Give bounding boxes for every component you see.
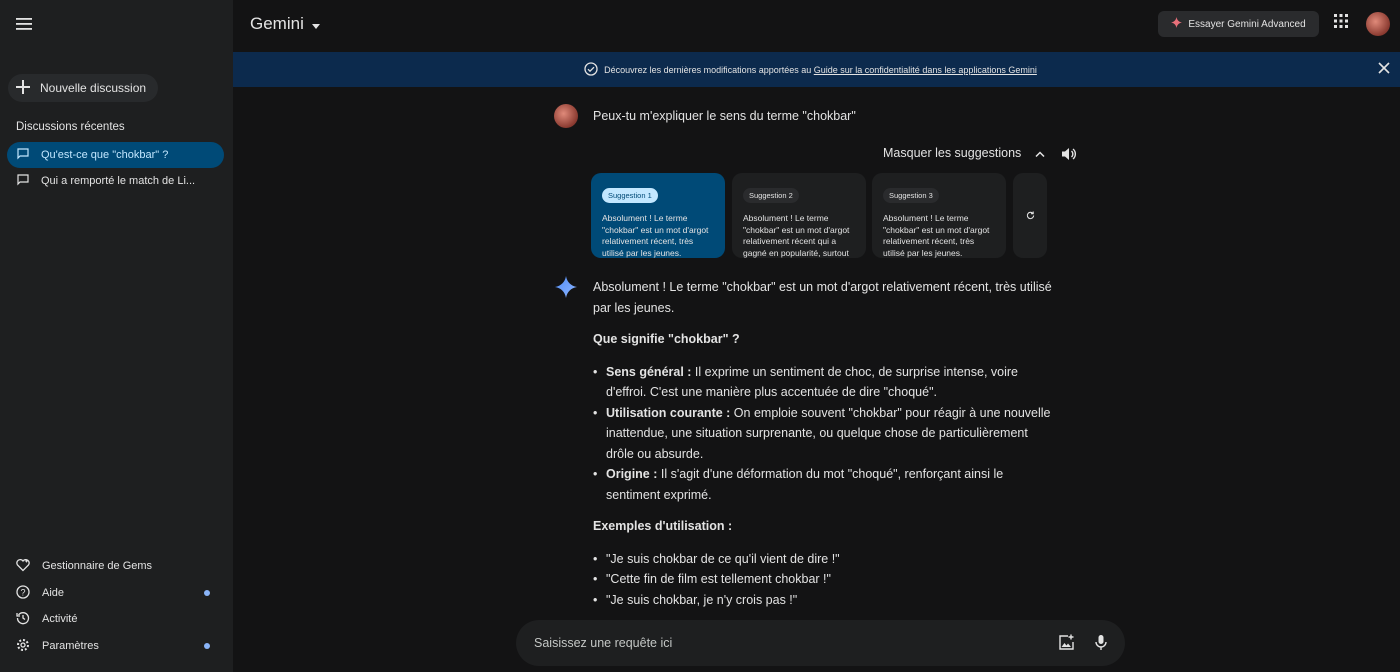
suggestion-text: Absolument ! Le terme "chokbar" est un mot d'argot relativement récent, très utilisé par les jeunes. bbox=[602, 213, 709, 258]
microphone-icon[interactable] bbox=[1093, 634, 1111, 652]
sparkle-icon bbox=[1171, 17, 1182, 31]
settings-icon bbox=[16, 638, 30, 655]
regenerate-button[interactable] bbox=[1013, 173, 1047, 258]
conversation-label: Qui a remporté le match de Li... bbox=[41, 175, 196, 187]
sidebar-item-gems[interactable] bbox=[16, 556, 216, 576]
gems-icon bbox=[16, 558, 30, 575]
user-message: Peux-tu m'expliquer le sens du terme "chokbar" bbox=[593, 109, 856, 123]
suggestion-text: Absolument ! Le terme "chokbar" est un mot d'argot relativement récent, très utilisé par les jeunes. bbox=[883, 213, 990, 258]
caret-down-icon bbox=[312, 14, 320, 34]
sidebar-item-help[interactable] bbox=[16, 583, 216, 603]
sidebar bbox=[0, 0, 233, 672]
list-item: • "Je suis chokbar de ce qu'il vient de dire !" bbox=[593, 549, 1053, 570]
chevron-up-icon bbox=[1035, 146, 1045, 160]
response-intro: Absolument ! Le terme "chokbar" est un mot d'argot relativement récent, très utilisé par les jeunes. bbox=[593, 280, 1052, 315]
suggestion-chip: Suggestion 3 bbox=[883, 188, 939, 203]
assistant-response bbox=[593, 277, 1053, 621]
menu-icon[interactable] bbox=[12, 12, 36, 36]
suggestion-text: Absolument ! Le terme "chokbar" est un mot d'argot relativement récent qui a gagné en popularité, surtout bbox=[743, 213, 850, 258]
history-icon bbox=[16, 611, 30, 628]
add-image-icon[interactable] bbox=[1058, 634, 1076, 652]
list-item: • "Je suis chokbar, je n'y crois pas !" bbox=[593, 590, 1053, 611]
try-advanced-button[interactable] bbox=[1158, 11, 1319, 37]
list-item: • Utilisation courante : On emploie souvent "chokbar" pour réagir à une nouvelle inattendue, une situation surprenante, ou quelque chose de particulièrement drôle ou absurde. bbox=[593, 403, 1053, 465]
sidebar-item-label: Gestionnaire de Gems bbox=[42, 560, 153, 572]
prompt-input[interactable] bbox=[534, 633, 1014, 653]
notification-dot bbox=[204, 643, 210, 649]
model-selector[interactable] bbox=[250, 14, 320, 34]
suggestion-card[interactable] bbox=[591, 173, 725, 258]
chat-bubble-icon bbox=[17, 174, 29, 189]
app-title: Gemini bbox=[250, 14, 304, 33]
conversation-item[interactable] bbox=[7, 142, 224, 168]
user-avatar bbox=[554, 104, 578, 128]
suggestion-card[interactable] bbox=[872, 173, 1006, 258]
prompt-bar bbox=[516, 620, 1125, 666]
response-heading: Exemples d'utilisation : bbox=[593, 519, 733, 533]
conversation-label: Qu'est-ce que "chokbar" ? bbox=[41, 149, 169, 161]
sidebar-item-label: Activité bbox=[42, 613, 78, 625]
banner-text: Découvrez les dernières modifications apportées au Guide sur la confidentialité dans les applications Gemini bbox=[604, 64, 1037, 75]
sidebar-item-activity[interactable] bbox=[16, 609, 216, 629]
list-item: • Sens général : Il exprime un sentiment de choc, de surprise intense, voire d'effroi. C'est une manière plus accentuée de dire "choqué". bbox=[593, 362, 1053, 403]
response-heading: Que signifie "chokbar" ? bbox=[593, 332, 740, 346]
suggestion-chip: Suggestion 2 bbox=[743, 188, 799, 203]
sidebar-item-label: Aide bbox=[42, 587, 65, 599]
privacy-banner bbox=[233, 52, 1400, 87]
conversation-item[interactable] bbox=[7, 168, 224, 194]
try-advanced-label: Essayer Gemini Advanced bbox=[1188, 18, 1306, 30]
apps-grid-icon[interactable] bbox=[1334, 14, 1352, 32]
new-chat-button[interactable] bbox=[8, 74, 158, 102]
gemini-sparkle-icon bbox=[555, 276, 577, 298]
list-item: • "Cette fin de film est tellement chokbar !" bbox=[593, 569, 1053, 590]
close-icon[interactable] bbox=[1378, 62, 1392, 76]
examples-list bbox=[593, 549, 1053, 611]
suggestion-chip: Suggestion 1 bbox=[602, 188, 658, 203]
account-avatar[interactable] bbox=[1366, 12, 1390, 36]
privacy-guide-link[interactable]: Guide sur la confidentialité dans les applications Gemini bbox=[813, 64, 1037, 75]
recent-chats-heading: Discussions récentes bbox=[16, 121, 125, 133]
new-chat-label: Nouvelle discussion bbox=[40, 81, 147, 95]
help-icon bbox=[16, 585, 30, 602]
chat-bubble-icon bbox=[17, 148, 29, 163]
speaker-icon[interactable] bbox=[1061, 146, 1079, 164]
response-list bbox=[593, 362, 1053, 506]
list-item: • Origine : Il s'agit d'une déformation du mot "choqué", renforçant ainsi le sentiment exprimé. bbox=[593, 464, 1053, 505]
plus-icon bbox=[16, 80, 30, 97]
hide-suggestions-button[interactable] bbox=[883, 146, 1045, 160]
sidebar-item-label: Paramètres bbox=[42, 640, 99, 652]
hide-suggestions-label: Masquer les suggestions bbox=[883, 146, 1022, 160]
suggestion-card[interactable] bbox=[732, 173, 866, 258]
notification-dot bbox=[204, 590, 210, 596]
check-circle-icon bbox=[584, 62, 598, 78]
refresh-icon bbox=[1026, 207, 1035, 225]
svg-text:?: ? bbox=[20, 587, 26, 597]
sidebar-item-settings[interactable] bbox=[16, 636, 216, 656]
